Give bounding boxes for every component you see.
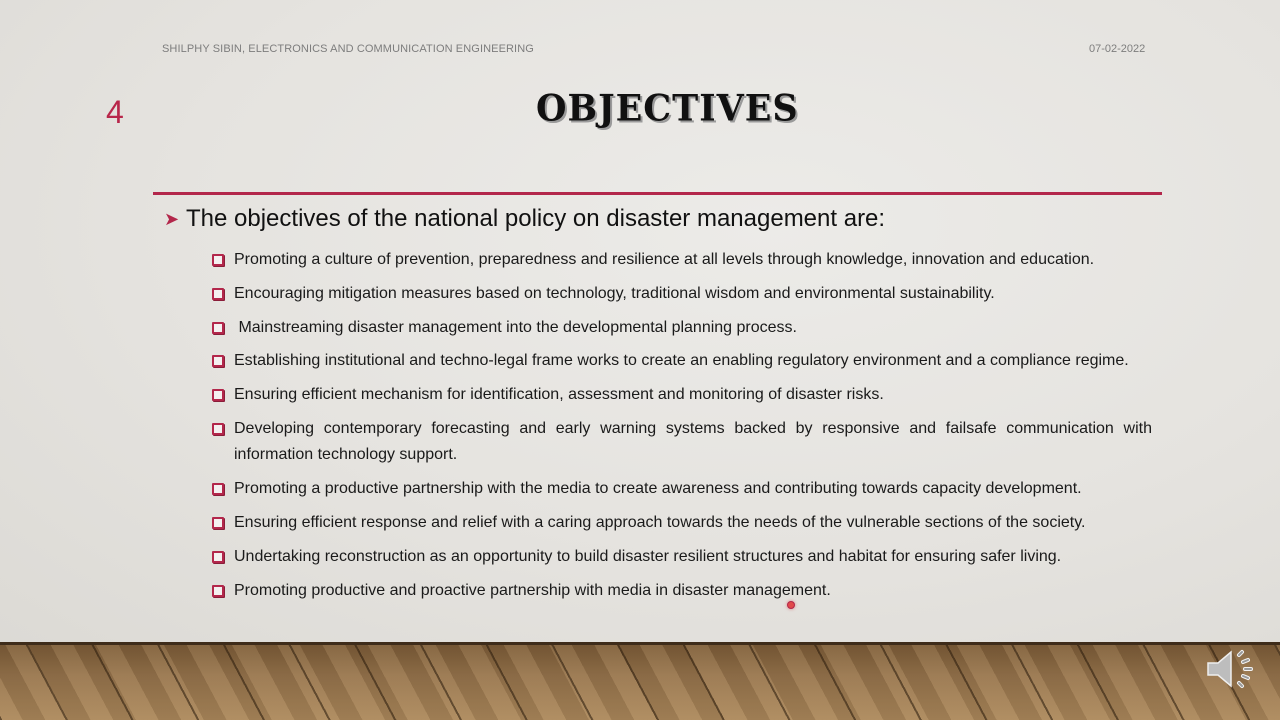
objectives-list xyxy=(212,247,1152,611)
wood-floor-background xyxy=(0,642,1280,720)
square-bullet-icon xyxy=(212,551,224,563)
speaker-icon[interactable] xyxy=(1204,646,1260,692)
footer-author: SHILPHY SIBIN, ELECTRONICS AND COMMUNICATION ENGINEERING xyxy=(162,43,534,55)
square-bullet-icon xyxy=(212,254,224,266)
title-divider xyxy=(153,192,1162,195)
list-item: Promoting productive and proactive partnership with media in disaster management. xyxy=(212,578,1152,605)
list-item: Promoting a culture of prevention, preparedness and resilience at all levels through knowledge, innovation and education. xyxy=(212,247,1152,274)
square-bullet-icon xyxy=(212,355,224,367)
list-item: Mainstreaming disaster management into the developmental planning process. xyxy=(212,315,1152,342)
list-item: Encouraging mitigation measures based on technology, traditional wisdom and environmental sustainability. xyxy=(212,281,1152,308)
square-bullet-icon xyxy=(212,322,224,334)
list-item: Ensuring efficient mechanism for identification, assessment and monitoring of disaster risks. xyxy=(212,382,1152,409)
list-item: Ensuring efficient response and relief with a caring approach towards the needs of the vulnerable sections of the society. xyxy=(212,510,1152,537)
list-item: Undertaking reconstruction as an opportunity to build disaster resilient structures and habitat for ensuring safer living. xyxy=(212,544,1152,571)
slide-number: 4 xyxy=(106,94,124,130)
list-item: Developing contemporary forecasting and early warning systems backed by responsive and failsafe communication with information technology support. xyxy=(212,416,1152,469)
lead-bullet xyxy=(164,205,885,233)
square-bullet-icon xyxy=(212,389,224,401)
list-item: Establishing institutional and techno-legal frame works to create an enabling regulatory environment and a compliance regime. xyxy=(212,348,1152,375)
square-bullet-icon xyxy=(212,483,224,495)
footer-date: 07-02-2022 xyxy=(1089,43,1146,55)
square-bullet-icon xyxy=(212,517,224,529)
slide-title: OBJECTIVES xyxy=(536,86,799,131)
laser-pointer xyxy=(787,601,795,609)
list-item: Promoting a productive partnership with the media to create awareness and contributing towards capacity development. xyxy=(212,476,1152,503)
arrow-bullet-icon: ➤ xyxy=(164,208,180,229)
square-bullet-icon xyxy=(212,585,224,597)
lead-text: The objectives of the national policy on disaster management are: xyxy=(186,205,886,232)
square-bullet-icon xyxy=(212,423,224,435)
square-bullet-icon xyxy=(212,288,224,300)
